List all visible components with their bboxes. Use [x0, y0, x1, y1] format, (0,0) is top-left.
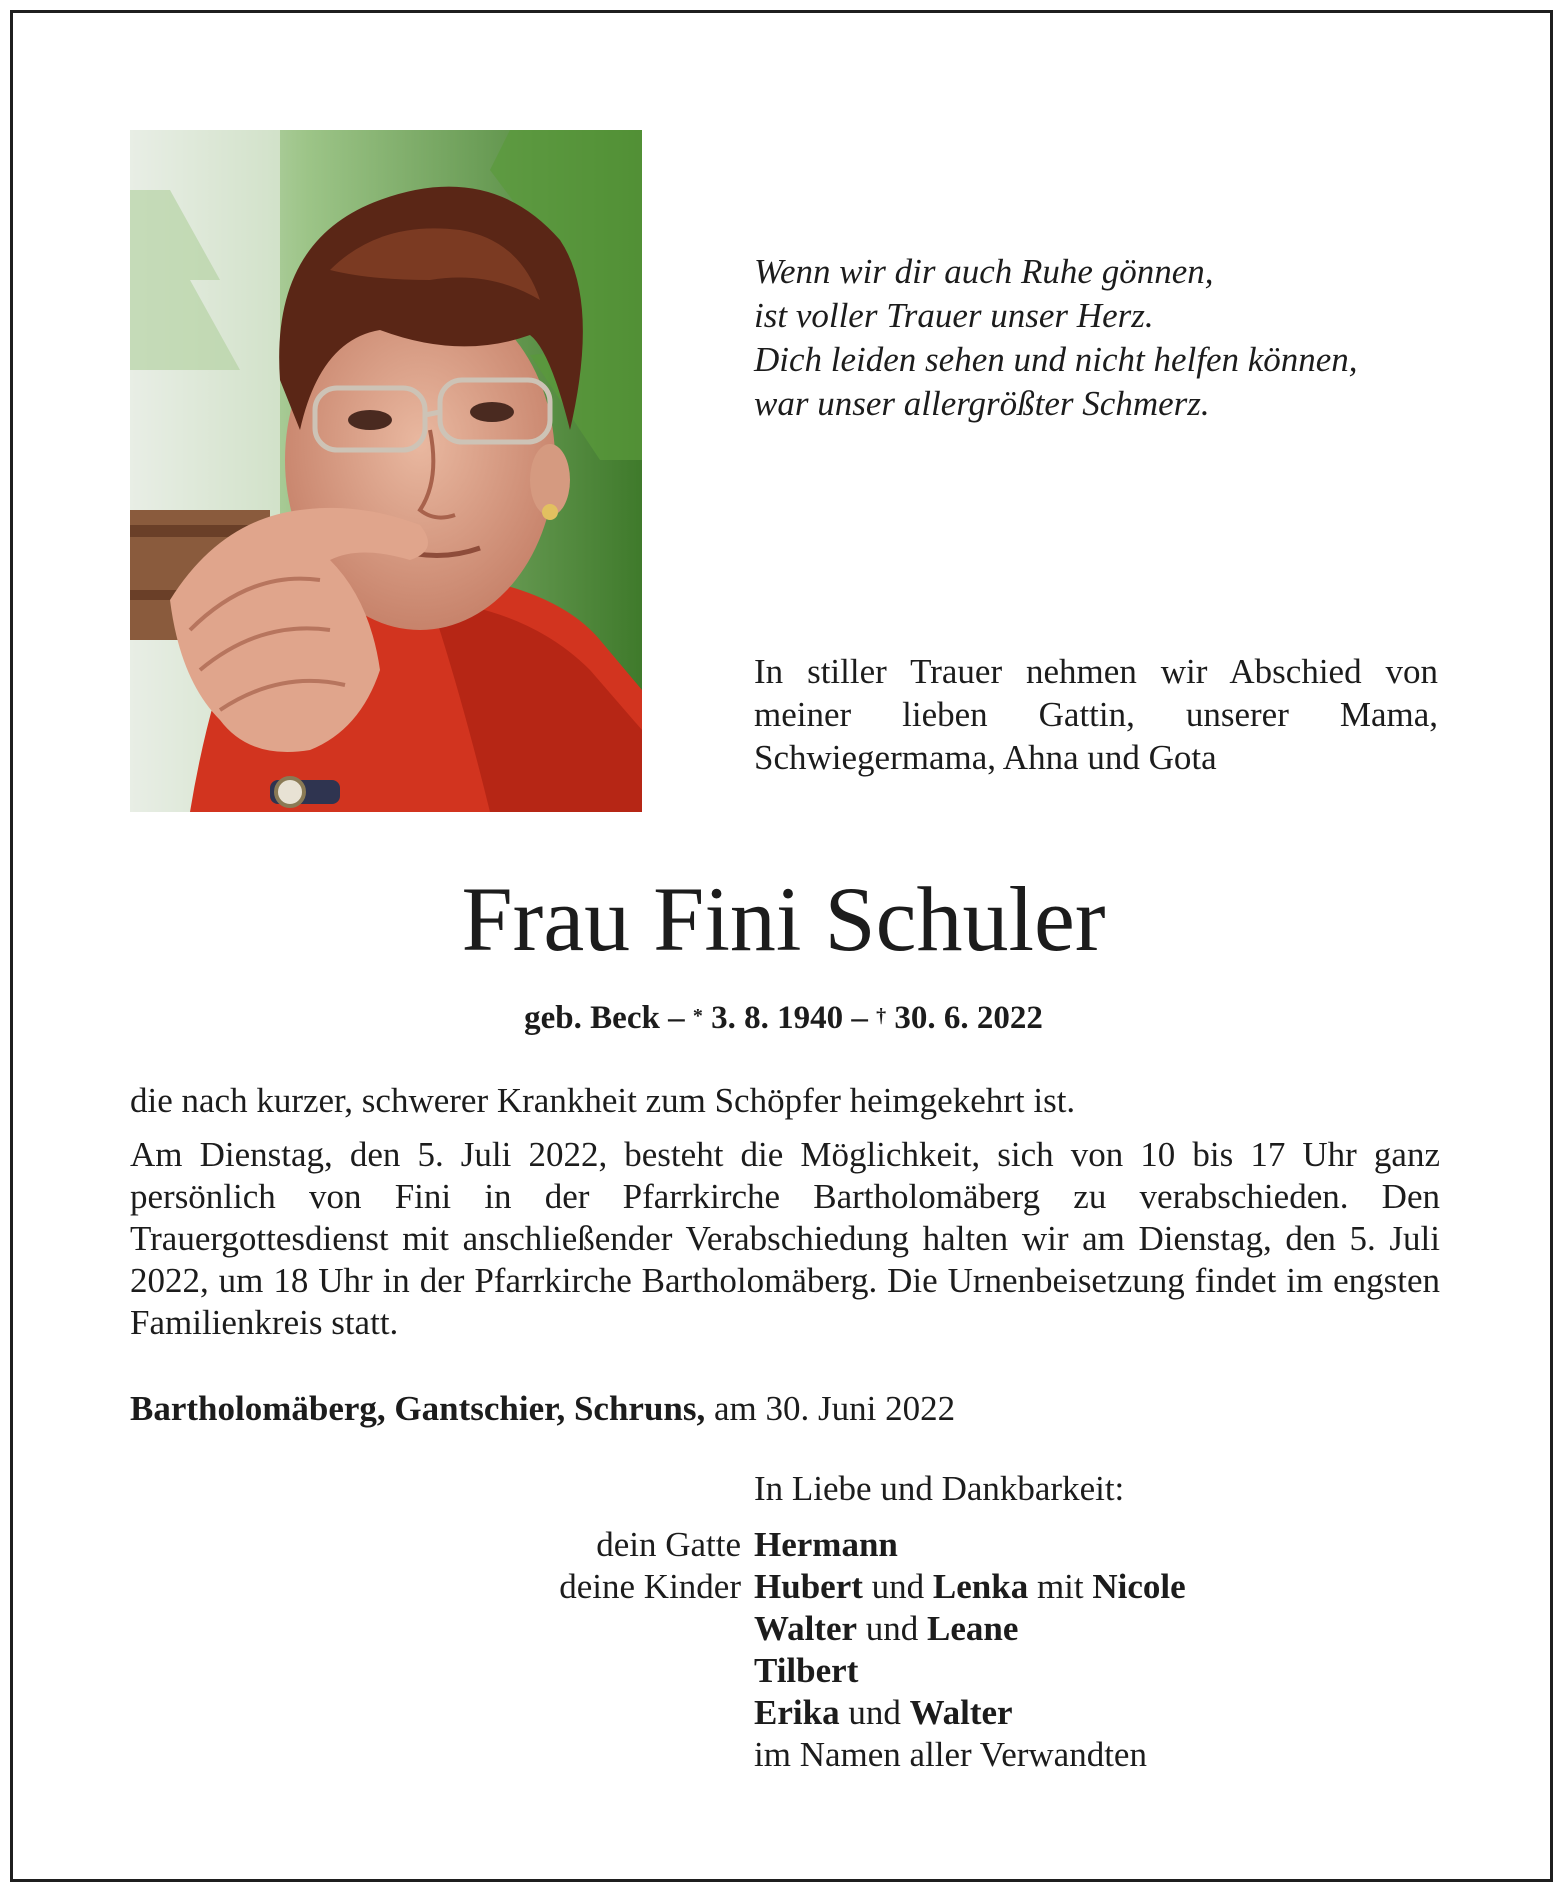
dash: –: [668, 1000, 685, 1036]
family-row-husband: [0, 1524, 1567, 1566]
partner-name: Lenka: [932, 1567, 1029, 1606]
conjunction: und: [871, 1567, 925, 1606]
birth-date: 3. 8. 1940: [711, 1000, 844, 1036]
family-names: [754, 1650, 858, 1692]
relatives-note: im Namen aller Verwandten: [754, 1735, 1147, 1774]
relation-label: deine Kinder: [559, 1567, 741, 1606]
family-row: [0, 1608, 1567, 1650]
birth-name: geb. Beck: [524, 1000, 660, 1036]
child-name: Hubert: [754, 1567, 863, 1606]
family-names: [754, 1608, 1018, 1650]
birth-death-line: [0, 997, 1567, 1039]
relation-label: dein Gatte: [596, 1525, 741, 1564]
dash: –: [851, 1000, 868, 1036]
memorial-poem: [754, 250, 1474, 426]
farewell-intro: In stiller Trauer nehmen wir Abschied von meiner lieben Gattin, unserer Mama, Schwiegermama, Ahna und Gota: [754, 652, 1438, 777]
death-date: 30. 6. 2022: [894, 1000, 1043, 1036]
family-row: [0, 1650, 1567, 1692]
conjunction: mit: [1036, 1567, 1084, 1606]
husband-name: Hermann: [754, 1525, 898, 1564]
deceased-name: Frau Fini Schuler: [461, 868, 1106, 970]
death-cross-icon: †: [876, 1005, 887, 1027]
notice-date: am 30. Juni 2022: [714, 1389, 956, 1428]
child-name: Tilbert: [754, 1651, 859, 1690]
poem-line: ist voller Trauer unser Herz.: [754, 296, 1154, 335]
partner-name: Leane: [927, 1609, 1019, 1648]
passing-sentence: die nach kurzer, schwerer Krankheit zum Schöpfer heimgekehrt ist.: [130, 1081, 1076, 1120]
poem-line: war unser allergrößter Schmerz.: [754, 384, 1210, 423]
funeral-details: Am Dienstag, den 5. Juli 2022, besteht die Möglichkeit, sich von 10 bis 17 Uhr ganz persönlich von Fini in der Pfarrkirche Bartholomäberg zu verabschieden. Den Trauergottesdienst mit anschließender Verabschiedung halten wir am Dienstag, den 5. Juli 2022, um 18 Uhr in der Pfarrkirche Bartholomäberg. Die Urnenbeisetzung findet im engsten Familienkreis statt.: [130, 1135, 1440, 1342]
family-row-footer: [0, 1734, 1567, 1776]
birth-star-icon: *: [692, 1005, 703, 1027]
poem-line: Dich leiden sehen und nicht helfen können,: [754, 340, 1358, 379]
partner-name: Walter: [909, 1693, 1013, 1732]
grandchild-name: Nicole: [1092, 1567, 1186, 1606]
poem-line: Wenn wir dir auch Ruhe gönnen,: [754, 252, 1214, 291]
family-row-children: [0, 1566, 1567, 1608]
family-names: [754, 1692, 1013, 1734]
family-row: [0, 1692, 1567, 1734]
closing-phrase: In Liebe und Dankbarkeit:: [754, 1469, 1125, 1508]
place-names: Bartholomäberg, Gantschier, Schruns,: [130, 1389, 706, 1428]
child-name: Walter: [754, 1609, 858, 1648]
conjunction: und: [848, 1693, 901, 1732]
conjunction: und: [865, 1609, 919, 1648]
child-name: Erika: [754, 1693, 840, 1732]
family-names: [754, 1524, 898, 1566]
portrait-photo: [130, 130, 642, 812]
family-names: [754, 1566, 1186, 1608]
place-date-line: [130, 1388, 1440, 1430]
